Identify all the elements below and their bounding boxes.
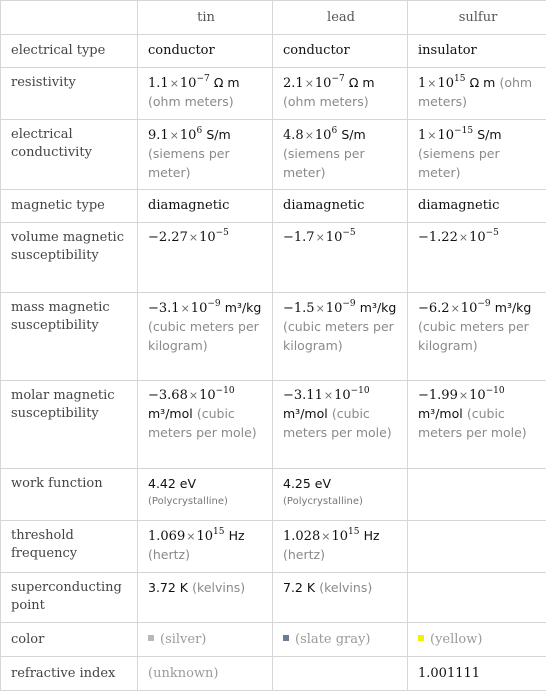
cell-lead <box>273 573 408 623</box>
unit-description: (ohm meters) <box>283 94 369 109</box>
power-base: 10 <box>199 230 216 245</box>
cell-tin <box>138 381 273 469</box>
unit-description: (hertz) <box>148 547 190 562</box>
header-lead: lead <box>273 1 408 35</box>
value-exponent: −10 <box>350 386 370 396</box>
times-sign: × <box>169 129 179 142</box>
value-mantissa: 2.1 <box>283 76 304 91</box>
header-sulfur: sulfur <box>408 1 546 35</box>
value-unit: m³/mol <box>148 406 193 421</box>
times-sign: × <box>450 302 460 315</box>
value-unit: m³/mol <box>418 406 463 421</box>
value-unit: Ω m <box>213 75 240 90</box>
row-label: work function <box>1 469 138 521</box>
power-base: 10 <box>325 301 343 316</box>
unit-description: (unknown) <box>148 665 219 681</box>
cell-sulfur <box>408 223 546 293</box>
value-mantissa: 1.069 <box>148 529 186 544</box>
times-sign: × <box>427 77 437 90</box>
cell-tin <box>138 68 273 120</box>
times-sign: × <box>188 231 199 244</box>
value-mantissa: −3.11 <box>283 388 323 403</box>
value-mantissa: 1 <box>418 128 427 143</box>
value-exponent: −9 <box>477 299 491 309</box>
times-sign: × <box>304 77 314 90</box>
cell-tin <box>138 521 273 573</box>
value-exponent: −10 <box>485 386 505 396</box>
power-base: 10 <box>314 128 332 143</box>
value-exponent: −5 <box>485 228 499 238</box>
cell-sulfur <box>408 120 546 190</box>
power-base: 10 <box>437 76 455 91</box>
row-label: superconducting point <box>1 573 138 623</box>
power-base: 10 <box>325 230 343 245</box>
unit-description: (yellow) <box>430 631 483 647</box>
times-sign: × <box>458 389 469 402</box>
table-row <box>1 381 546 469</box>
cell-value: conductor <box>283 43 350 58</box>
cell-sulfur <box>408 521 546 573</box>
times-sign: × <box>180 302 190 315</box>
header-tin: tin <box>138 1 273 35</box>
cell-value: 1.001111 <box>418 665 481 681</box>
value-exponent: −5 <box>342 228 356 238</box>
times-sign: × <box>458 231 469 244</box>
value-mantissa: −1.7 <box>283 230 315 245</box>
cell-sulfur <box>408 190 546 223</box>
cell-tin <box>138 623 273 657</box>
cell-value: diamagnetic <box>148 198 230 213</box>
table-row <box>1 573 546 623</box>
value-mantissa: 1.028 <box>283 529 321 544</box>
value-unit: S/m <box>341 127 366 142</box>
value-unit: m³/mol <box>283 406 328 421</box>
value-exponent: 6 <box>331 126 338 136</box>
value-exponent: −10 <box>215 386 235 396</box>
value-mantissa: −6.2 <box>418 301 450 316</box>
times-sign: × <box>315 302 325 315</box>
cell-sulfur <box>408 293 546 381</box>
value-exponent: −9 <box>342 299 356 309</box>
table-row <box>1 68 546 120</box>
row-label: electrical type <box>1 35 138 68</box>
power-base: 10 <box>190 301 208 316</box>
cell-tin <box>138 190 273 223</box>
cell-value: diamagnetic <box>283 198 365 213</box>
value-mantissa: 9.1 <box>148 128 169 143</box>
cell-value: conductor <box>148 43 215 58</box>
header-corner <box>1 1 138 35</box>
cell-value: insulator <box>418 43 477 58</box>
row-label: mass magnetic susceptibility <box>1 293 138 381</box>
color-swatch <box>418 635 424 641</box>
value-exponent: 15 <box>212 527 225 537</box>
power-base: 10 <box>334 388 351 403</box>
cell-lead <box>273 623 408 657</box>
table-row <box>1 190 546 223</box>
value-exponent: 15 <box>454 74 466 84</box>
row-label: refractive index <box>1 657 138 691</box>
cell-lead <box>273 120 408 190</box>
value-exponent: −5 <box>215 228 229 238</box>
power-base: 10 <box>469 388 486 403</box>
unit-description: (kelvins) <box>319 580 373 595</box>
times-sign: × <box>315 231 325 244</box>
unit-description: (silver) <box>160 631 207 647</box>
cell-sulfur <box>408 68 546 120</box>
unit-description: (cubic meters per kilogram) <box>148 319 259 353</box>
cell-lead <box>273 657 408 691</box>
value-note: (Polycrystalline) <box>283 496 363 507</box>
power-base: 10 <box>437 128 455 143</box>
power-base: 10 <box>196 529 213 544</box>
value-exponent: 15 <box>347 527 360 537</box>
value-exponent: −7 <box>331 74 345 84</box>
unit-description: (hertz) <box>283 547 325 562</box>
row-label: magnetic type <box>1 190 138 223</box>
value-exponent: 6 <box>196 126 203 136</box>
times-sign: × <box>304 129 314 142</box>
unit-description: (siemens per meter) <box>283 146 365 180</box>
value-unit: Hz <box>363 528 380 543</box>
row-label: molar magnetic susceptibility <box>1 381 138 469</box>
cell-value: 4.42 eV <box>148 476 197 491</box>
table-row <box>1 521 546 573</box>
times-sign: × <box>323 389 334 402</box>
cell-value: diamagnetic <box>418 198 500 213</box>
row-label: resistivity <box>1 68 138 120</box>
value-mantissa: −2.27 <box>148 230 188 245</box>
cell-lead <box>273 68 408 120</box>
cell-value: 7.2 K <box>283 580 316 595</box>
value-unit: S/m <box>206 127 231 142</box>
value-unit: m³/kg <box>224 300 262 315</box>
cell-sulfur <box>408 623 546 657</box>
value-mantissa: −3.1 <box>148 301 180 316</box>
cell-lead <box>273 381 408 469</box>
times-sign: × <box>427 129 437 142</box>
cell-tin <box>138 293 273 381</box>
row-label: threshold frequency <box>1 521 138 573</box>
table-row <box>1 623 546 657</box>
value-unit: Hz <box>228 528 245 543</box>
unit-description: (cubic meters per kilogram) <box>283 319 394 353</box>
times-sign: × <box>186 530 196 543</box>
cell-sulfur <box>408 35 546 68</box>
table-row <box>1 469 546 521</box>
cell-tin <box>138 469 273 521</box>
power-base: 10 <box>460 301 478 316</box>
power-base: 10 <box>199 388 216 403</box>
unit-description: (siemens per meter) <box>418 146 500 180</box>
table-row <box>1 120 546 190</box>
value-mantissa: 1 <box>418 76 427 91</box>
value-mantissa: −1.22 <box>418 230 458 245</box>
table-row <box>1 223 546 293</box>
value-unit: Ω m <box>348 75 375 90</box>
value-mantissa: −1.5 <box>283 301 315 316</box>
times-sign: × <box>169 77 179 90</box>
unit-description: (slate gray) <box>295 631 371 647</box>
table-row <box>1 293 546 381</box>
value-unit: Ω m <box>469 75 496 90</box>
cell-lead <box>273 293 408 381</box>
cell-tin <box>138 35 273 68</box>
cell-tin <box>138 120 273 190</box>
unit-description: (cubic meters per kilogram) <box>418 319 529 353</box>
value-note: (Polycrystalline) <box>148 496 228 507</box>
value-unit: S/m <box>477 127 502 142</box>
value-mantissa: −1.99 <box>418 388 458 403</box>
unit-description: (cubic meters per mole) <box>283 406 392 440</box>
power-base: 10 <box>314 76 332 91</box>
unit-description: (siemens per meter) <box>148 146 230 180</box>
value-unit: m³/kg <box>494 300 532 315</box>
times-sign: × <box>321 530 331 543</box>
table-row <box>1 35 546 68</box>
cell-sulfur <box>408 469 546 521</box>
row-label: volume magnetic susceptibility <box>1 223 138 293</box>
color-swatch <box>148 635 154 641</box>
cell-value: 3.72 K <box>148 580 189 595</box>
value-mantissa: 4.8 <box>283 128 304 143</box>
cell-lead <box>273 521 408 573</box>
cell-value: 4.25 eV <box>283 476 332 491</box>
color-swatch <box>283 635 289 641</box>
value-unit: m³/kg <box>359 300 397 315</box>
power-base: 10 <box>469 230 486 245</box>
table-row <box>1 657 546 691</box>
row-label: color <box>1 623 138 657</box>
cell-sulfur <box>408 381 546 469</box>
power-base: 10 <box>179 76 197 91</box>
times-sign: × <box>188 389 199 402</box>
cell-lead <box>273 469 408 521</box>
unit-description: (ohm meters) <box>418 75 533 109</box>
value-exponent: −15 <box>454 126 474 136</box>
row-label: electrical conductivity <box>1 120 138 190</box>
unit-description: (cubic meters per mole) <box>148 406 257 440</box>
cell-tin <box>138 657 273 691</box>
cell-tin <box>138 223 273 293</box>
unit-description: (kelvins) <box>192 580 246 595</box>
value-mantissa: −3.68 <box>148 388 188 403</box>
cell-lead <box>273 35 408 68</box>
cell-sulfur <box>408 573 546 623</box>
cell-lead <box>273 223 408 293</box>
unit-description: (ohm meters) <box>148 94 234 109</box>
value-exponent: −7 <box>196 74 210 84</box>
value-mantissa: 1.1 <box>148 76 169 91</box>
unit-description: (cubic meters per mole) <box>418 406 527 440</box>
power-base: 10 <box>331 529 348 544</box>
cell-sulfur <box>408 657 546 691</box>
table-body <box>1 35 546 691</box>
power-base: 10 <box>179 128 197 143</box>
value-exponent: −9 <box>207 299 221 309</box>
cell-tin <box>138 573 273 623</box>
cell-lead <box>273 190 408 223</box>
